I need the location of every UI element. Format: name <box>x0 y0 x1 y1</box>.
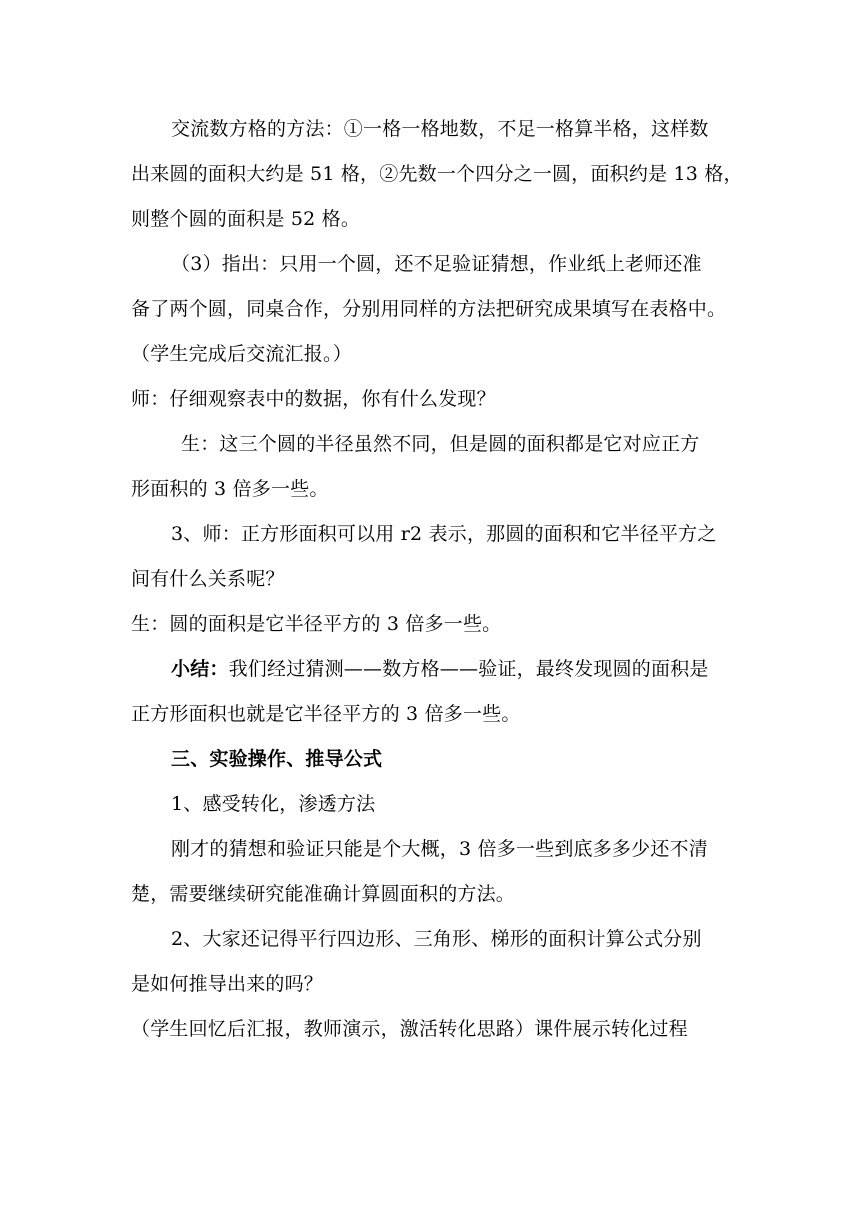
paragraph-line-11: 间有什么关系呢？ <box>131 568 285 590</box>
summary-text: 我们经过猜测——数方格——验证，最终发现圆的面积是 <box>228 658 709 680</box>
summary-label: 小结： <box>171 658 229 680</box>
paragraph-line-6: （学生完成后交流汇报。） <box>131 343 352 365</box>
paragraph-line-9: 形面积的 3 倍多一些。 <box>131 478 329 500</box>
paragraph-line-5: 备了两个圆，同桌合作，分别用同样的方法把研究成果填写在表格中。 <box>131 298 727 320</box>
paragraph-line-1: 交流数方格的方法：①一格一格地数，不足一格算半格，这样数 <box>171 118 709 140</box>
summary-line <box>171 657 709 681</box>
paragraph-line-7: 师：仔细观察表中的数据，你有什么发现？ <box>131 388 496 410</box>
subheading-line: 1、感受转化，渗透方法 <box>171 793 376 815</box>
paragraph-line-10: 3、师：正方形面积可以用 r2 表示，那圆的面积和它半径平方之 <box>171 523 717 545</box>
paragraph-line-21: （学生回忆后汇报，教师演示，激活转化思路）课件展示转化过程 <box>131 1018 688 1040</box>
paragraph-line-3: 则整个圆的面积是 52 格。 <box>131 208 361 230</box>
paragraph-line-12: 生：圆的面积是它半径平方的 3 倍多一些。 <box>131 613 502 635</box>
paragraph-line-19: 2、大家还记得平行四边形、三角形、梯形的面积计算公式分别 <box>171 928 702 950</box>
paragraph-line-18: 楚，需要继续研究能准确计算圆面积的方法。 <box>131 883 516 905</box>
section-heading: 三、实验操作、推导公式 <box>171 748 383 770</box>
paragraph-line-2: 出来圆的面积大约是 51 格，②先数一个四分之一圆，面积约是 13 格， <box>131 163 743 185</box>
paragraph-line-20: 是如何推导出来的吗？ <box>131 973 324 995</box>
paragraph-line-8: 生：这三个圆的半径虽然不同，但是圆的面积都是它对应正方 <box>181 433 700 455</box>
paragraph-line-4: （3）指出：只用一个圆，还不足验证猜想，作业纸上老师还准 <box>171 253 702 275</box>
paragraph-line-17: 刚才的猜想和验证只能是个大概，3 倍多一些到底多多少还不清 <box>171 838 708 860</box>
paragraph-line-14: 正方形面积也就是它半径平方的 3 倍多一些。 <box>131 703 521 725</box>
